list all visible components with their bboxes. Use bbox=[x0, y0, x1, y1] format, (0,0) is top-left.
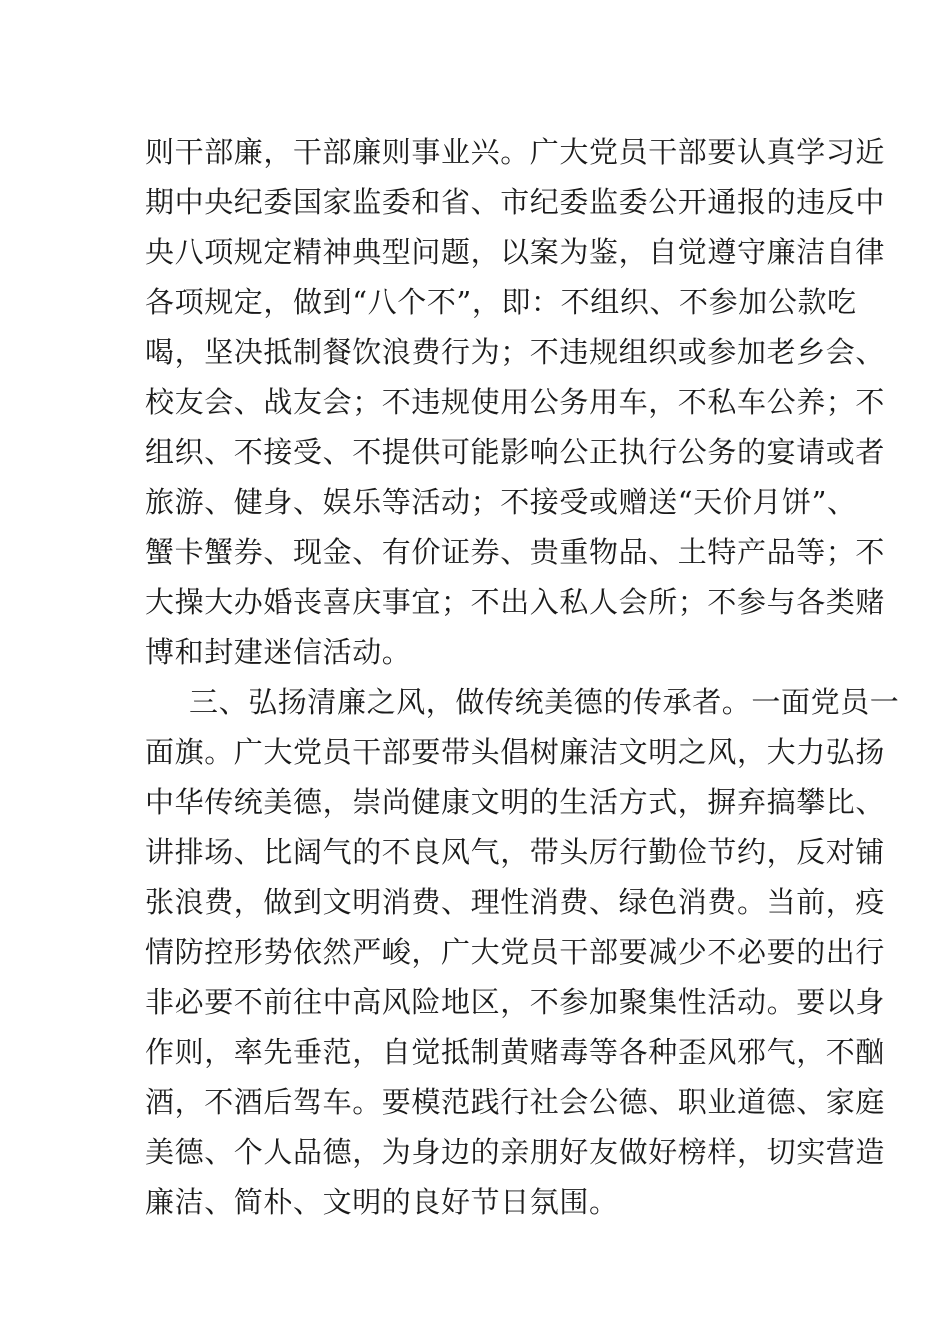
text-line: 央八项规定精神典型问题，以案为鉴，自觉遵守廉洁自律 bbox=[145, 235, 886, 269]
text-line: 蟹卡蟹券、现金、有价证券、贵重物品、土特产品等；不 bbox=[145, 535, 886, 569]
text-line: 中华传统美德，崇尚健康文明的生活方式，摒弃搞攀比、 bbox=[145, 785, 886, 819]
text-line: 大操大办婚丧喜庆事宜；不出入私人会所；不参与各类赌 bbox=[145, 585, 886, 619]
text-line: 组织、不接受、不提供可能影响公正执行公务的宴请或者 bbox=[145, 435, 886, 469]
text-line: 面旗。广大党员干部要带头倡树廉洁文明之风，大力弘扬 bbox=[145, 735, 886, 769]
section-heading-line: 三、弘扬清廉之风，做传统美德的传承者。一面党员一 bbox=[189, 685, 900, 719]
text-line: 廉洁、简朴、文明的良好节日氛围。 bbox=[145, 1185, 619, 1219]
text-line: 作则，率先垂范，自觉抵制黄赌毒等各种歪风邪气，不酗 bbox=[145, 1035, 886, 1069]
text-line: 讲排场、比阔气的不良风气，带头厉行勤俭节约，反对铺 bbox=[145, 835, 886, 869]
text-line: 酒，不酒后驾车。要模范践行社会公德、职业道德、家庭 bbox=[145, 1085, 886, 1119]
text-line: 喝，坚决抵制餐饮浪费行为；不违规组织或参加老乡会、 bbox=[145, 335, 886, 369]
text-line: 张浪费，做到文明消费、理性消费、绿色消费。当前，疫 bbox=[145, 885, 886, 919]
text-line: 旅游、健身、娱乐等活动；不接受或赠送“天价月饼”、 bbox=[145, 485, 857, 519]
text-line: 校友会、战友会；不违规使用公务用车，不私车公养；不 bbox=[145, 385, 886, 419]
text-line: 美德、个人品德，为身边的亲朋好友做好榜样，切实营造 bbox=[145, 1135, 886, 1169]
text-line: 则干部廉，干部廉则事业兴。广大党员干部要认真学习近 bbox=[145, 135, 886, 169]
text-line: 各项规定，做到“八个不”，即：不组织、不参加公款吃 bbox=[145, 285, 857, 319]
text-line: 非必要不前往中高风险地区，不参加聚集性活动。要以身 bbox=[145, 985, 886, 1019]
body-text bbox=[145, 127, 900, 1227]
text-line: 期中央纪委国家监委和省、市纪委监委公开通报的违反中 bbox=[145, 185, 886, 219]
text-line: 情防控形势依然严峻，广大党员干部要减少不必要的出行 bbox=[145, 935, 886, 969]
text-line: 博和封建迷信活动。 bbox=[145, 635, 412, 669]
